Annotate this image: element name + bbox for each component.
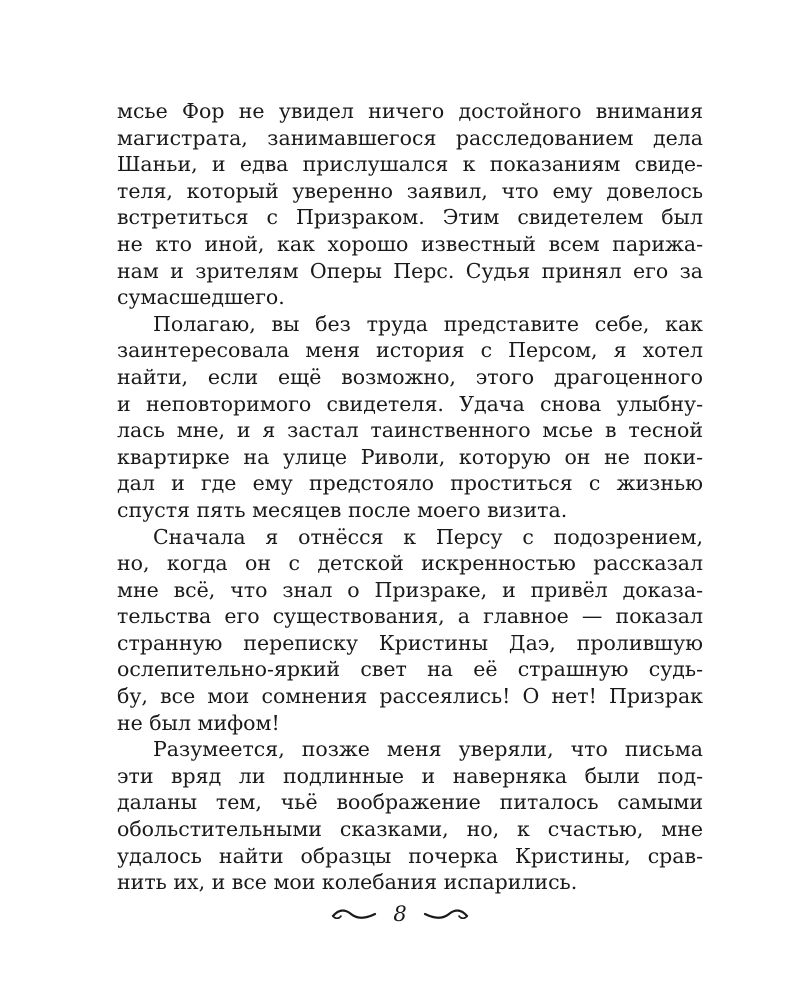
text-line: заинтересовала меня история с Персом, я хотел: [117, 338, 703, 363]
text-line: найти, если ещё возможно, этого драгоценного: [117, 364, 703, 389]
text-line: дал и где ему предстояло проститься с жизнью: [117, 471, 703, 496]
text-line: Разумеется, позже меня уверяли, что письма: [153, 737, 703, 762]
text-line: ослепительно-яркий свет на её страшную судь-: [117, 657, 703, 682]
text-line: сумасшедшего.: [117, 285, 285, 310]
text-line: мсье Фор не увидел ничего достойного внимания: [117, 99, 703, 123]
flourish-right-icon: [423, 899, 469, 929]
text-line: и неповторимого свидетеля. Удача снова улыбну-: [117, 391, 703, 416]
paragraph: [117, 524, 703, 737]
text-line: Сначала я отнёсся к Персу с подозрением,: [153, 524, 703, 549]
text-line: тельства его существования, а главное — показал: [117, 604, 703, 629]
paragraph: [117, 98, 703, 311]
page-number: 8: [393, 901, 407, 926]
text-line: бу, все мои сомнения рассеялись! О нет! Призрак: [117, 684, 703, 709]
text-line: магистрата, занимавшегося расследованием дела: [117, 125, 703, 150]
text-line: спустя пять месяцев после моего визита.: [117, 497, 568, 522]
page-body-text: [117, 98, 703, 896]
text-line: квартирке на улице Риволи, которую он не поки-: [117, 444, 703, 469]
text-line: не был мифом!: [117, 710, 280, 735]
paragraph: [117, 736, 703, 896]
text-line: нить их, и все мои колебания испарились.: [117, 870, 578, 895]
text-line: удалось найти образцы почерка Кристины, срав-: [117, 843, 703, 868]
text-line: даланы тем, чьё воображение питалось самыми: [117, 790, 703, 815]
text-line: Полагаю, вы без труда представите себе, как: [153, 311, 703, 336]
text-line: лась мне, и я застал таинственного мсье в тесной: [117, 418, 703, 443]
text-line: мне всё, что знал о Призраке, и привёл доказа-: [117, 577, 703, 602]
text-line: обольстительными сказками, но, к счастью, мне: [117, 817, 703, 842]
text-line: но, когда он с детской искренностью рассказал: [117, 551, 703, 576]
flourish-left-icon: [331, 899, 377, 929]
text-line: не кто иной, как хорошо известный всем парижа-: [117, 231, 703, 256]
page-folio: [0, 897, 800, 929]
text-line: теля, который уверенно заявил, что ему довелось: [117, 178, 703, 203]
text-line: Шаньи, и едва прислушался к показаниям свиде-: [117, 152, 703, 177]
paragraph: [117, 311, 703, 524]
text-line: встретиться с Призраком. Этим свидетелем был: [117, 205, 703, 230]
text-line: странную переписку Кристины Даэ, пролившую: [117, 630, 703, 655]
text-line: нам и зрителям Оперы Перс. Судья принял его за: [117, 258, 703, 283]
text-line: эти вряд ли подлинные и наверняка были под-: [117, 763, 703, 788]
